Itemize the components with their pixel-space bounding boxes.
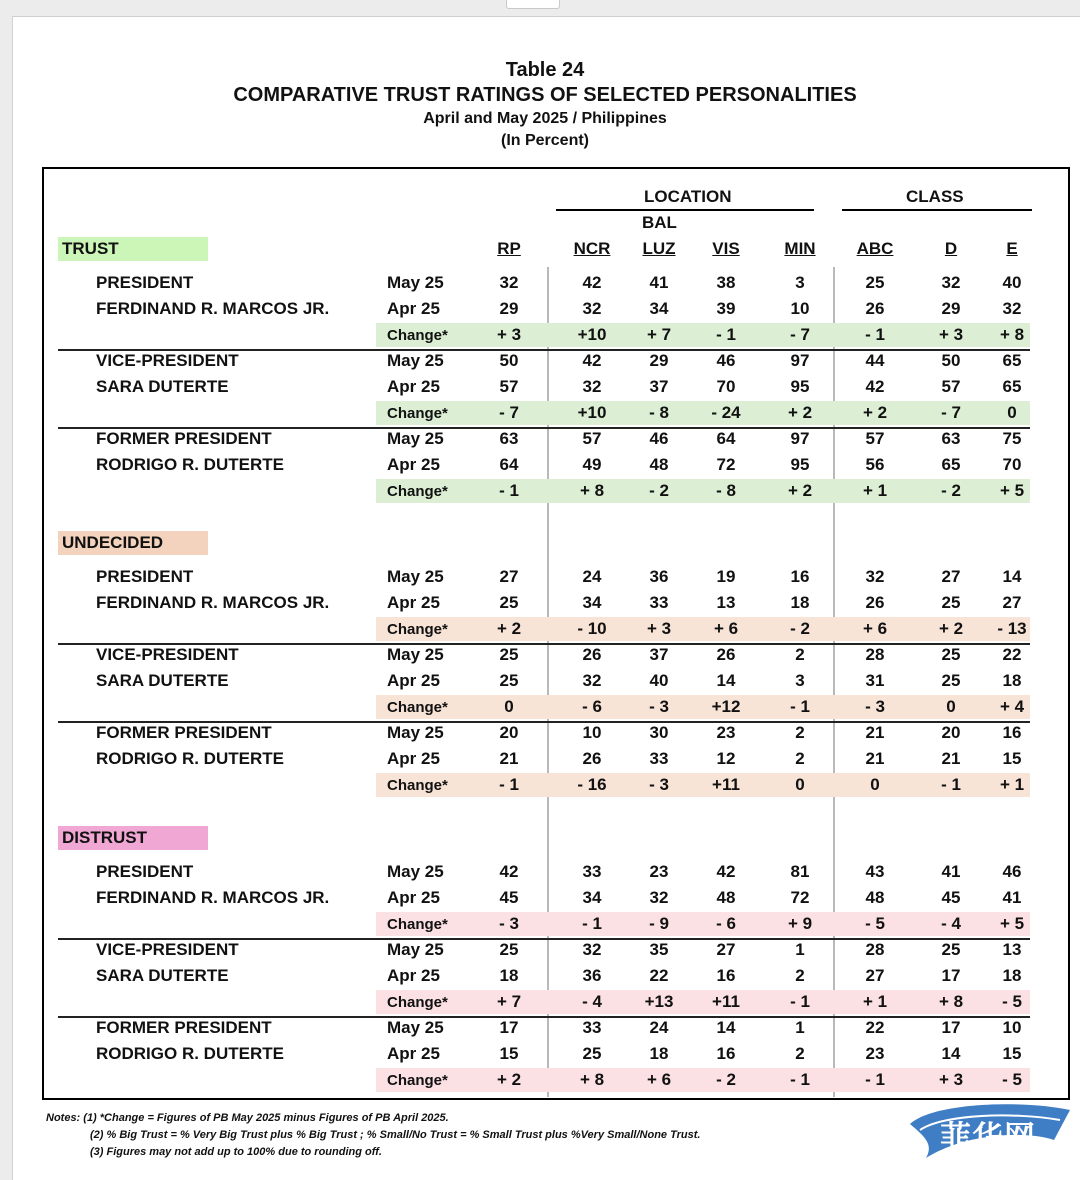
cell-d: - 2 bbox=[941, 481, 961, 500]
change-label: Change* bbox=[387, 699, 448, 716]
cell-ncr: 57 bbox=[582, 429, 602, 448]
cell-abc: - 3 bbox=[865, 697, 885, 716]
column-header-vis: VIS bbox=[712, 239, 740, 258]
cell-ncr: + 8 bbox=[579, 481, 605, 500]
cell-e: 75 bbox=[1002, 429, 1022, 448]
cell-ncr: - 1 bbox=[582, 914, 602, 933]
section-label-undecided: UNDECIDED bbox=[58, 531, 208, 555]
cell-e: 10 bbox=[1002, 1018, 1022, 1037]
cell-abc: - 5 bbox=[865, 914, 885, 933]
class-underline bbox=[842, 209, 1032, 211]
cell-ncr: 36 bbox=[582, 966, 602, 985]
cell-luz: 48 bbox=[649, 455, 669, 474]
column-header-e: E bbox=[1006, 239, 1018, 258]
cell-e: 41 bbox=[1002, 888, 1022, 907]
change-label: Change* bbox=[387, 994, 448, 1011]
period-label: Apr 25 bbox=[387, 671, 440, 690]
cell-rp: - 3 bbox=[499, 914, 519, 933]
cell-abc: 23 bbox=[865, 1044, 885, 1063]
cell-luz: + 3 bbox=[646, 619, 672, 638]
cell-d: - 7 bbox=[941, 403, 961, 422]
cell-d: 25 bbox=[941, 940, 961, 959]
cell-luz: 24 bbox=[649, 1018, 669, 1037]
cell-d: 32 bbox=[941, 273, 961, 292]
cell-abc: 27 bbox=[865, 966, 885, 985]
cell-luz: 30 bbox=[649, 723, 669, 742]
divider-rp-location bbox=[547, 267, 549, 1097]
change-label: Change* bbox=[387, 916, 448, 933]
cell-min: 95 bbox=[790, 377, 810, 396]
cell-vis: 48 bbox=[716, 888, 736, 907]
column-header-d: D bbox=[944, 239, 958, 258]
cell-abc: 26 bbox=[865, 593, 885, 612]
cell-luz: 37 bbox=[649, 645, 669, 664]
period-label: Apr 25 bbox=[387, 1044, 440, 1063]
cell-abc: + 2 bbox=[862, 403, 888, 422]
cell-rp: 42 bbox=[499, 862, 519, 881]
change-label: Change* bbox=[387, 1072, 448, 1089]
cell-rp: 20 bbox=[499, 723, 519, 742]
cell-d: - 4 bbox=[941, 914, 961, 933]
period-label: May 25 bbox=[387, 351, 444, 370]
note-2: (2) % Big Trust = % Very Big Trust plus % Big Trust ; % Small/No Trust = % Small Trust plus %Very Small/None Trust. bbox=[90, 1129, 701, 1141]
cell-min: 3 bbox=[795, 671, 805, 690]
person-name: RODRIGO R. DUTERTE bbox=[96, 455, 284, 474]
cell-vis: - 1 bbox=[716, 325, 736, 344]
person-name: SARA DUTERTE bbox=[96, 671, 229, 690]
cell-vis: 14 bbox=[716, 671, 736, 690]
cell-d: 25 bbox=[941, 671, 961, 690]
cell-min: 2 bbox=[795, 723, 805, 742]
table-title: COMPARATIVE TRUST RATINGS OF SELECTED PERSONALITIES bbox=[233, 84, 857, 106]
cell-min: - 1 bbox=[790, 1070, 810, 1089]
cell-min: 97 bbox=[790, 351, 810, 370]
cell-d: 17 bbox=[941, 966, 961, 985]
cell-abc: 32 bbox=[865, 567, 885, 586]
cell-rp: 29 bbox=[499, 299, 519, 318]
cell-vis: 42 bbox=[716, 862, 736, 881]
cell-ncr: 32 bbox=[582, 940, 602, 959]
cell-abc: + 1 bbox=[862, 992, 888, 1011]
cell-rp: + 2 bbox=[496, 619, 522, 638]
cell-ncr: 10 bbox=[582, 723, 602, 742]
cell-rp: 15 bbox=[499, 1044, 519, 1063]
cell-abc: 31 bbox=[865, 671, 885, 690]
cell-e: 0 bbox=[1007, 403, 1017, 422]
column-header-luz: LUZ bbox=[642, 239, 676, 258]
cell-rp: 25 bbox=[499, 671, 519, 690]
period-label: Apr 25 bbox=[387, 593, 440, 612]
cell-luz: + 7 bbox=[646, 325, 672, 344]
period-label: May 25 bbox=[387, 723, 444, 742]
note-3: (3) Figures may not add up to 100% due to rounding off. bbox=[90, 1146, 382, 1158]
period-label: May 25 bbox=[387, 862, 444, 881]
period-label: Apr 25 bbox=[387, 749, 440, 768]
cell-vis: 16 bbox=[716, 1044, 736, 1063]
cell-min: 81 bbox=[790, 862, 810, 881]
cell-luz: + 6 bbox=[646, 1070, 672, 1089]
cell-min: 2 bbox=[795, 1044, 805, 1063]
period-label: May 25 bbox=[387, 645, 444, 664]
cell-vis: 27 bbox=[716, 940, 736, 959]
cell-d: 41 bbox=[941, 862, 961, 881]
cell-ncr: - 4 bbox=[582, 992, 602, 1011]
cell-abc: 22 bbox=[865, 1018, 885, 1037]
cell-e: 15 bbox=[1002, 749, 1022, 768]
cell-luz: 35 bbox=[649, 940, 669, 959]
cell-min: 97 bbox=[790, 429, 810, 448]
cell-luz: 46 bbox=[649, 429, 669, 448]
cell-e: - 13 bbox=[997, 619, 1027, 638]
trust-ratings-table bbox=[42, 167, 1070, 1100]
cell-e: + 1 bbox=[999, 775, 1025, 794]
cell-ncr: + 8 bbox=[579, 1070, 605, 1089]
cell-rp: 64 bbox=[499, 455, 519, 474]
cell-d: 0 bbox=[946, 697, 956, 716]
cell-vis: 16 bbox=[716, 966, 736, 985]
cell-d: 14 bbox=[941, 1044, 961, 1063]
cell-vis: 12 bbox=[716, 749, 736, 768]
cell-ncr: 33 bbox=[582, 862, 602, 881]
column-header-rp: RP bbox=[497, 239, 521, 258]
cell-abc: 28 bbox=[865, 645, 885, 664]
cell-ncr: 26 bbox=[582, 749, 602, 768]
cell-rp: 21 bbox=[499, 749, 519, 768]
person-title: PRESIDENT bbox=[96, 862, 194, 881]
cell-e: 18 bbox=[1002, 671, 1022, 690]
cell-rp: - 1 bbox=[499, 775, 519, 794]
cell-vis: 46 bbox=[716, 351, 736, 370]
cell-e: 18 bbox=[1002, 966, 1022, 985]
cell-min: + 9 bbox=[787, 914, 813, 933]
person-name: FERDINAND R. MARCOS JR. bbox=[96, 299, 330, 318]
cell-ncr: 33 bbox=[582, 1018, 602, 1037]
cell-ncr: 49 bbox=[582, 455, 602, 474]
section-label-distrust: DISTRUST bbox=[58, 826, 208, 850]
cell-ncr: 26 bbox=[582, 645, 602, 664]
cell-d: + 3 bbox=[938, 1070, 964, 1089]
cell-luz: - 3 bbox=[649, 775, 669, 794]
cell-abc: 26 bbox=[865, 299, 885, 318]
cell-rp: 50 bbox=[499, 351, 519, 370]
cell-abc: 44 bbox=[865, 351, 885, 370]
cell-min: 3 bbox=[795, 273, 805, 292]
cell-d: 63 bbox=[941, 429, 961, 448]
table-heading bbox=[0, 58, 1080, 152]
cell-d: 21 bbox=[941, 749, 961, 768]
person-name: SARA DUTERTE bbox=[96, 966, 229, 985]
cell-ncr: +10 bbox=[577, 403, 607, 422]
cell-min: 18 bbox=[790, 593, 810, 612]
viewer-left-border bbox=[12, 16, 13, 1180]
cell-vis: 72 bbox=[716, 455, 736, 474]
period-label: Apr 25 bbox=[387, 888, 440, 907]
cell-d: 17 bbox=[941, 1018, 961, 1037]
cell-e: + 4 bbox=[999, 697, 1025, 716]
cell-e: 46 bbox=[1002, 862, 1022, 881]
table-number: Table 24 bbox=[505, 59, 585, 81]
period-label: Apr 25 bbox=[387, 299, 440, 318]
table-subtitle: April and May 2025 / Philippines bbox=[423, 110, 667, 127]
cell-rp: 25 bbox=[499, 940, 519, 959]
cell-abc: 0 bbox=[870, 775, 880, 794]
person-title: PRESIDENT bbox=[96, 273, 194, 292]
cell-d: 25 bbox=[941, 593, 961, 612]
cell-ncr: - 6 bbox=[582, 697, 602, 716]
cell-abc: 57 bbox=[865, 429, 885, 448]
cell-d: + 3 bbox=[938, 325, 964, 344]
location-group-header: LOCATION bbox=[644, 187, 732, 206]
cell-rp: + 7 bbox=[496, 992, 522, 1011]
cell-ncr: - 16 bbox=[577, 775, 607, 794]
cell-luz: 33 bbox=[649, 593, 669, 612]
cell-ncr: 32 bbox=[582, 671, 602, 690]
cell-luz: 32 bbox=[649, 888, 669, 907]
cell-luz: +13 bbox=[644, 992, 674, 1011]
column-header-abc: ABC bbox=[856, 239, 894, 258]
cell-e: 65 bbox=[1002, 351, 1022, 370]
watermark-text: 菲华网 bbox=[940, 1120, 1036, 1156]
cell-rp: 32 bbox=[499, 273, 519, 292]
cell-abc: 21 bbox=[865, 723, 885, 742]
column-header-ncr: NCR bbox=[573, 239, 611, 258]
cell-ncr: 25 bbox=[582, 1044, 602, 1063]
cell-vis: - 6 bbox=[716, 914, 736, 933]
cell-e: + 5 bbox=[999, 914, 1025, 933]
cell-e: 65 bbox=[1002, 377, 1022, 396]
person-title: VICE-PRESIDENT bbox=[96, 351, 239, 370]
period-label: May 25 bbox=[387, 273, 444, 292]
cell-d: + 2 bbox=[938, 619, 964, 638]
cell-vis: +12 bbox=[711, 697, 741, 716]
cell-min: 16 bbox=[790, 567, 810, 586]
person-title: FORMER PRESIDENT bbox=[96, 429, 272, 448]
cell-luz: 23 bbox=[649, 862, 669, 881]
cell-ncr: 34 bbox=[582, 593, 602, 612]
section-label-trust: TRUST bbox=[58, 237, 208, 261]
cell-e: 16 bbox=[1002, 723, 1022, 742]
cell-e: + 8 bbox=[999, 325, 1025, 344]
change-label: Change* bbox=[387, 621, 448, 638]
cell-rp: 27 bbox=[499, 567, 519, 586]
cell-min: 2 bbox=[795, 645, 805, 664]
cell-luz: 34 bbox=[649, 299, 669, 318]
cell-abc: + 1 bbox=[862, 481, 888, 500]
table-notes bbox=[46, 1110, 700, 1161]
cell-rp: 25 bbox=[499, 645, 519, 664]
note-1: Notes: (1) *Change = Figures of PB May 2025 minus Figures of PB April 2025. bbox=[46, 1112, 449, 1124]
cell-ncr: 42 bbox=[582, 351, 602, 370]
cell-vis: 70 bbox=[716, 377, 736, 396]
cell-e: 15 bbox=[1002, 1044, 1022, 1063]
cell-min: - 1 bbox=[790, 697, 810, 716]
column-header-min: MIN bbox=[784, 239, 816, 258]
period-label: May 25 bbox=[387, 1018, 444, 1037]
cell-min: 2 bbox=[795, 966, 805, 985]
class-group-header: CLASS bbox=[906, 187, 964, 206]
cell-vis: 39 bbox=[716, 299, 736, 318]
cell-abc: 25 bbox=[865, 273, 885, 292]
period-label: Apr 25 bbox=[387, 966, 440, 985]
cell-rp: 25 bbox=[499, 593, 519, 612]
cell-vis: - 8 bbox=[716, 481, 736, 500]
cell-e: 70 bbox=[1002, 455, 1022, 474]
change-label: Change* bbox=[387, 327, 448, 344]
cell-vis: 14 bbox=[716, 1018, 736, 1037]
location-underline bbox=[556, 209, 814, 211]
cell-abc: 28 bbox=[865, 940, 885, 959]
cell-vis: 38 bbox=[716, 273, 736, 292]
cell-rp: 0 bbox=[504, 697, 514, 716]
cell-min: 1 bbox=[795, 1018, 805, 1037]
cell-e: 40 bbox=[1002, 273, 1022, 292]
cell-abc: 42 bbox=[865, 377, 885, 396]
cell-luz: 18 bbox=[649, 1044, 669, 1063]
cell-abc: + 6 bbox=[862, 619, 888, 638]
period-label: Apr 25 bbox=[387, 377, 440, 396]
cell-ncr: 34 bbox=[582, 888, 602, 907]
cell-min: 10 bbox=[790, 299, 810, 318]
cell-e: 27 bbox=[1002, 593, 1022, 612]
cell-vis: 26 bbox=[716, 645, 736, 664]
cell-min: 2 bbox=[795, 749, 805, 768]
cell-abc: 48 bbox=[865, 888, 885, 907]
cell-luz: 37 bbox=[649, 377, 669, 396]
bal-header: BAL bbox=[642, 213, 677, 232]
cell-vis: 23 bbox=[716, 723, 736, 742]
cell-luz: 29 bbox=[649, 351, 669, 370]
cell-min: + 2 bbox=[787, 403, 813, 422]
divider-location-class bbox=[833, 267, 835, 1097]
cell-vis: +11 bbox=[712, 992, 740, 1011]
cell-abc: 21 bbox=[865, 749, 885, 768]
person-name: FERDINAND R. MARCOS JR. bbox=[96, 888, 330, 907]
cell-rp: 63 bbox=[499, 429, 519, 448]
cell-d: 20 bbox=[941, 723, 961, 742]
cell-vis: - 2 bbox=[716, 1070, 736, 1089]
cell-d: 27 bbox=[941, 567, 961, 586]
cell-e: 32 bbox=[1002, 299, 1022, 318]
cell-e: - 5 bbox=[1002, 1070, 1022, 1089]
cell-rp: + 2 bbox=[496, 1070, 522, 1089]
cell-e: + 5 bbox=[999, 481, 1025, 500]
cell-rp: + 3 bbox=[496, 325, 522, 344]
cell-rp: 45 bbox=[499, 888, 519, 907]
cell-e: 14 bbox=[1002, 567, 1022, 586]
person-name: SARA DUTERTE bbox=[96, 377, 229, 396]
cell-rp: 17 bbox=[499, 1018, 519, 1037]
cell-e: 13 bbox=[1002, 940, 1022, 959]
cell-luz: 36 bbox=[649, 567, 669, 586]
cell-d: 45 bbox=[941, 888, 961, 907]
cell-abc: 56 bbox=[865, 455, 885, 474]
cell-d: 29 bbox=[941, 299, 961, 318]
cell-min: 0 bbox=[795, 775, 805, 794]
cell-vis: 64 bbox=[716, 429, 736, 448]
cell-d: + 8 bbox=[938, 992, 964, 1011]
cell-ncr: - 10 bbox=[577, 619, 607, 638]
cell-d: 57 bbox=[941, 377, 961, 396]
cell-min: - 1 bbox=[790, 992, 810, 1011]
viewer-left-gutter bbox=[0, 16, 12, 1180]
cell-min: - 2 bbox=[790, 619, 810, 638]
cell-rp: - 1 bbox=[499, 481, 519, 500]
cell-d: 65 bbox=[941, 455, 961, 474]
cell-rp: 18 bbox=[499, 966, 519, 985]
cell-d: 25 bbox=[941, 645, 961, 664]
person-title: VICE-PRESIDENT bbox=[96, 940, 239, 959]
cell-rp: 57 bbox=[499, 377, 519, 396]
change-label: Change* bbox=[387, 777, 448, 794]
cell-ncr: +10 bbox=[577, 325, 607, 344]
cell-min: - 7 bbox=[790, 325, 810, 344]
cell-min: + 2 bbox=[787, 481, 813, 500]
period-label: May 25 bbox=[387, 429, 444, 448]
cell-e: 22 bbox=[1002, 645, 1022, 664]
cell-d: - 1 bbox=[941, 775, 961, 794]
cell-rp: - 7 bbox=[499, 403, 519, 422]
cell-ncr: 42 bbox=[582, 273, 602, 292]
cell-ncr: 32 bbox=[582, 377, 602, 396]
cell-d: 50 bbox=[941, 351, 961, 370]
cell-vis: - 24 bbox=[711, 403, 741, 422]
cell-vis: + 6 bbox=[713, 619, 739, 638]
cell-e: - 5 bbox=[1002, 992, 1022, 1011]
person-title: FORMER PRESIDENT bbox=[96, 723, 272, 742]
person-name: FERDINAND R. MARCOS JR. bbox=[96, 593, 330, 612]
cell-luz: - 2 bbox=[649, 481, 669, 500]
table-unit: (In Percent) bbox=[500, 132, 589, 149]
viewer-tab-handle[interactable] bbox=[506, 0, 560, 9]
person-title: FORMER PRESIDENT bbox=[96, 1018, 272, 1037]
cell-min: 95 bbox=[790, 455, 810, 474]
cell-vis: +11 bbox=[712, 775, 740, 794]
person-title: PRESIDENT bbox=[96, 567, 194, 586]
cell-abc: - 1 bbox=[865, 325, 885, 344]
person-title: VICE-PRESIDENT bbox=[96, 645, 239, 664]
cell-min: 1 bbox=[795, 940, 805, 959]
period-label: May 25 bbox=[387, 940, 444, 959]
cell-luz: 33 bbox=[649, 749, 669, 768]
period-label: Apr 25 bbox=[387, 455, 440, 474]
cell-ncr: 24 bbox=[582, 567, 602, 586]
cell-abc: 43 bbox=[865, 862, 885, 881]
person-name: RODRIGO R. DUTERTE bbox=[96, 1044, 284, 1063]
cell-luz: - 3 bbox=[649, 697, 669, 716]
period-label: May 25 bbox=[387, 567, 444, 586]
cell-luz: - 8 bbox=[649, 403, 669, 422]
change-label: Change* bbox=[387, 405, 448, 422]
change-label: Change* bbox=[387, 483, 448, 500]
cell-ncr: 32 bbox=[582, 299, 602, 318]
cell-luz: 40 bbox=[649, 671, 669, 690]
person-name: RODRIGO R. DUTERTE bbox=[96, 749, 284, 768]
cell-luz: - 9 bbox=[649, 914, 669, 933]
cell-min: 72 bbox=[790, 888, 810, 907]
cell-vis: 13 bbox=[716, 593, 736, 612]
cell-luz: 41 bbox=[649, 273, 669, 292]
cell-vis: 19 bbox=[716, 567, 736, 586]
cell-abc: - 1 bbox=[865, 1070, 885, 1089]
cell-luz: 22 bbox=[649, 966, 669, 985]
